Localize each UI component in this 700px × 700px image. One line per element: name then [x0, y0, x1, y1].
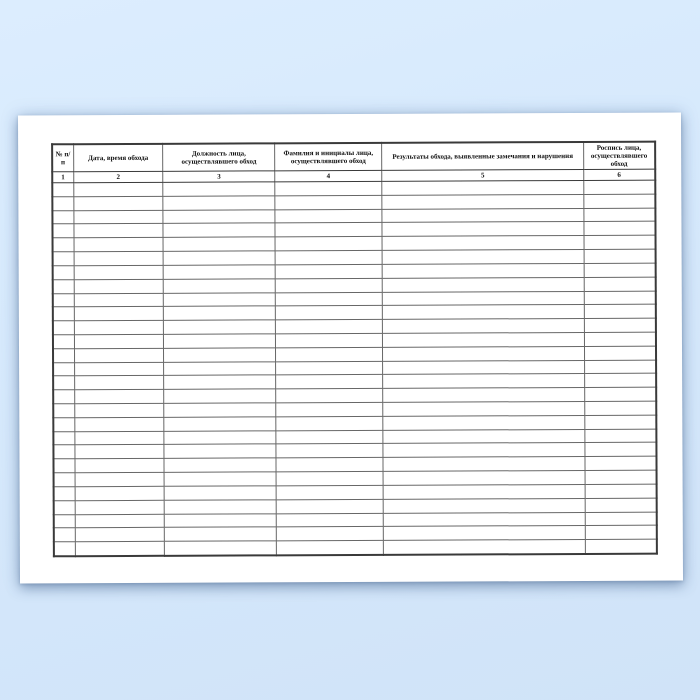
table-cell [52, 183, 73, 197]
table-cell [382, 222, 583, 237]
table-cell [276, 513, 383, 527]
table-cell [164, 403, 276, 417]
table-cell [383, 498, 584, 513]
table-cell [164, 361, 276, 375]
table-cell [53, 307, 74, 321]
table-cell [164, 265, 276, 279]
table-cell [75, 541, 165, 556]
table-cell [383, 443, 584, 458]
table-cell [585, 470, 657, 484]
table-cell [383, 388, 584, 403]
table-cell [275, 181, 382, 195]
table-cell [383, 305, 584, 320]
col-number: 5 [382, 169, 583, 181]
table-cell [585, 429, 657, 443]
table-cell [383, 401, 584, 416]
table-cell [54, 528, 75, 542]
table-cell [165, 513, 277, 527]
table-cell [74, 307, 164, 321]
table-cell [584, 401, 656, 415]
table-cell [584, 346, 656, 360]
table-cell [584, 277, 656, 291]
table-cell [53, 266, 74, 280]
table-cell [53, 445, 74, 459]
table-cell [275, 223, 382, 237]
table-cell [164, 251, 276, 265]
table-cell [74, 403, 164, 417]
table-cell [165, 500, 277, 514]
table-row [54, 539, 657, 556]
table-cell [276, 527, 383, 541]
table-cell [584, 194, 656, 208]
table-cell [585, 539, 657, 554]
table-cell [53, 293, 74, 307]
table-cell [584, 360, 656, 374]
table-cell [53, 376, 74, 390]
table-cell [54, 473, 75, 487]
table-cell [53, 418, 74, 432]
table-cell [383, 346, 584, 361]
col-header-position: Должность лица, осуществлявшего обход [163, 143, 275, 171]
table-cell [75, 459, 165, 473]
table-cell [276, 471, 383, 485]
table-cell [54, 514, 75, 528]
header-row [52, 142, 655, 172]
table-cell [74, 362, 164, 376]
table-cell [74, 348, 164, 362]
table-cell [52, 197, 73, 211]
col-number: 2 [73, 171, 163, 182]
table-cell [163, 209, 275, 223]
table-cell [276, 389, 383, 403]
table-cell [165, 541, 277, 556]
col-number: 4 [275, 170, 382, 181]
table-cell [164, 375, 276, 389]
table-cell [583, 180, 655, 194]
table-cell [276, 402, 383, 416]
table-cell [54, 542, 75, 556]
table-cell [275, 195, 382, 209]
table-cell [164, 292, 276, 306]
table-cell [164, 279, 276, 293]
col-number: 3 [163, 171, 275, 182]
table-cell [584, 318, 656, 332]
table-cell [52, 210, 73, 224]
table-cell [164, 458, 276, 472]
table-cell [164, 320, 276, 334]
table-cell [384, 540, 585, 555]
col-number: 1 [52, 172, 73, 183]
table-cell [53, 390, 74, 404]
table-cell [75, 500, 165, 514]
table-cell [584, 208, 656, 222]
table-cell [164, 430, 276, 444]
table-cell [383, 319, 584, 334]
table-cell [165, 486, 277, 500]
table-cell [383, 332, 584, 347]
table-cell [585, 415, 657, 429]
table-cell [276, 430, 383, 444]
table-cell [74, 390, 164, 404]
table-cell [275, 347, 382, 361]
table-cell [383, 360, 584, 375]
table-cell [74, 251, 164, 265]
table-cell [382, 263, 583, 278]
table-cell [53, 362, 74, 376]
table-cell [275, 333, 382, 347]
table-cell [163, 237, 275, 251]
table-cell [383, 484, 584, 499]
table-cell [163, 182, 275, 196]
table-cell [383, 291, 584, 306]
table-cell [585, 512, 657, 526]
table-cell [53, 252, 74, 266]
table-cell [53, 335, 74, 349]
col-number: 6 [583, 169, 655, 180]
table-cell [75, 514, 165, 528]
table-cell [75, 486, 165, 500]
table-cell [74, 431, 164, 445]
table-cell [75, 445, 165, 459]
table-cell [165, 527, 277, 541]
table-cell [275, 264, 382, 278]
table-cell [584, 222, 656, 236]
table-cell [53, 279, 74, 293]
table-cell [382, 236, 583, 251]
table-cell [383, 277, 584, 292]
table-cell [163, 223, 275, 237]
col-header-signature: Роспись лица, осуществлявшего обход [583, 142, 655, 170]
table-cell [383, 429, 584, 444]
table-cell [584, 249, 656, 263]
table-cell [275, 278, 382, 292]
table-cell [584, 291, 656, 305]
table-cell [584, 235, 656, 249]
table-cell [276, 444, 383, 458]
table-cell [275, 292, 382, 306]
table-cell [382, 250, 583, 265]
table-cell [275, 319, 382, 333]
table-cell [585, 456, 657, 470]
table-cell [74, 265, 164, 279]
table-cell [276, 416, 383, 430]
table-cell [164, 444, 276, 458]
empty-log-rows [52, 180, 657, 556]
table-cell [384, 512, 585, 527]
table-cell [164, 417, 276, 431]
table-cell [275, 237, 382, 251]
table-cell [74, 320, 164, 334]
table-cell [75, 472, 165, 486]
table-cell [584, 263, 656, 277]
table-cell [74, 417, 164, 431]
table-cell [585, 484, 657, 498]
col-header-date-time: Дата, время обхода [73, 144, 163, 172]
table-cell [585, 525, 657, 539]
table-cell [164, 334, 276, 348]
table-cell [276, 540, 383, 555]
table-cell [74, 334, 164, 348]
table-cell [53, 238, 74, 252]
table-cell [74, 376, 164, 390]
table-cell [74, 279, 164, 293]
table-cell [164, 306, 276, 320]
table-cell [276, 485, 383, 499]
paper-sheet [18, 113, 683, 584]
table-cell [384, 526, 585, 541]
table-cell [73, 182, 163, 196]
table-cell [276, 458, 383, 472]
table-cell [52, 224, 73, 238]
table-cell [54, 500, 75, 514]
table-cell [382, 194, 583, 209]
col-header-results: Результаты обхода, выявленные замечания и нарушения [382, 142, 584, 170]
table-cell [164, 348, 276, 362]
rounds-log-table [51, 141, 658, 558]
col-header-name-initials: Фамилия и инициалы лица, осуществлявшего обход [275, 143, 382, 171]
table-cell [382, 180, 583, 195]
table-cell [164, 389, 276, 403]
table-cell [276, 499, 383, 513]
table-cell [383, 415, 584, 430]
table-cell [53, 348, 74, 362]
table-cell [53, 459, 74, 473]
table-cell [382, 208, 583, 223]
table-cell [74, 224, 164, 238]
table-cell [584, 387, 656, 401]
table-cell [163, 196, 275, 210]
table-cell [585, 443, 657, 457]
col-header-row-number: № п/п [52, 144, 73, 172]
table-cell [53, 404, 74, 418]
table-cell [74, 238, 164, 252]
table-cell [275, 250, 382, 264]
table-cell [74, 293, 164, 307]
table-cell [164, 472, 276, 486]
table-cell [584, 332, 656, 346]
table-cell [584, 374, 656, 388]
table-cell [383, 374, 584, 389]
table-cell [53, 431, 74, 445]
table-cell [383, 457, 584, 472]
table-cell [73, 196, 163, 210]
table-cell [53, 321, 74, 335]
table-cell [275, 306, 382, 320]
table-cell [276, 375, 383, 389]
table-cell [276, 361, 383, 375]
table-cell [54, 487, 75, 501]
table-cell [585, 498, 657, 512]
table-cell [75, 528, 165, 542]
table-cell [383, 471, 584, 486]
table-cell [584, 304, 656, 318]
table-cell [73, 210, 163, 224]
table-cell [275, 209, 382, 223]
